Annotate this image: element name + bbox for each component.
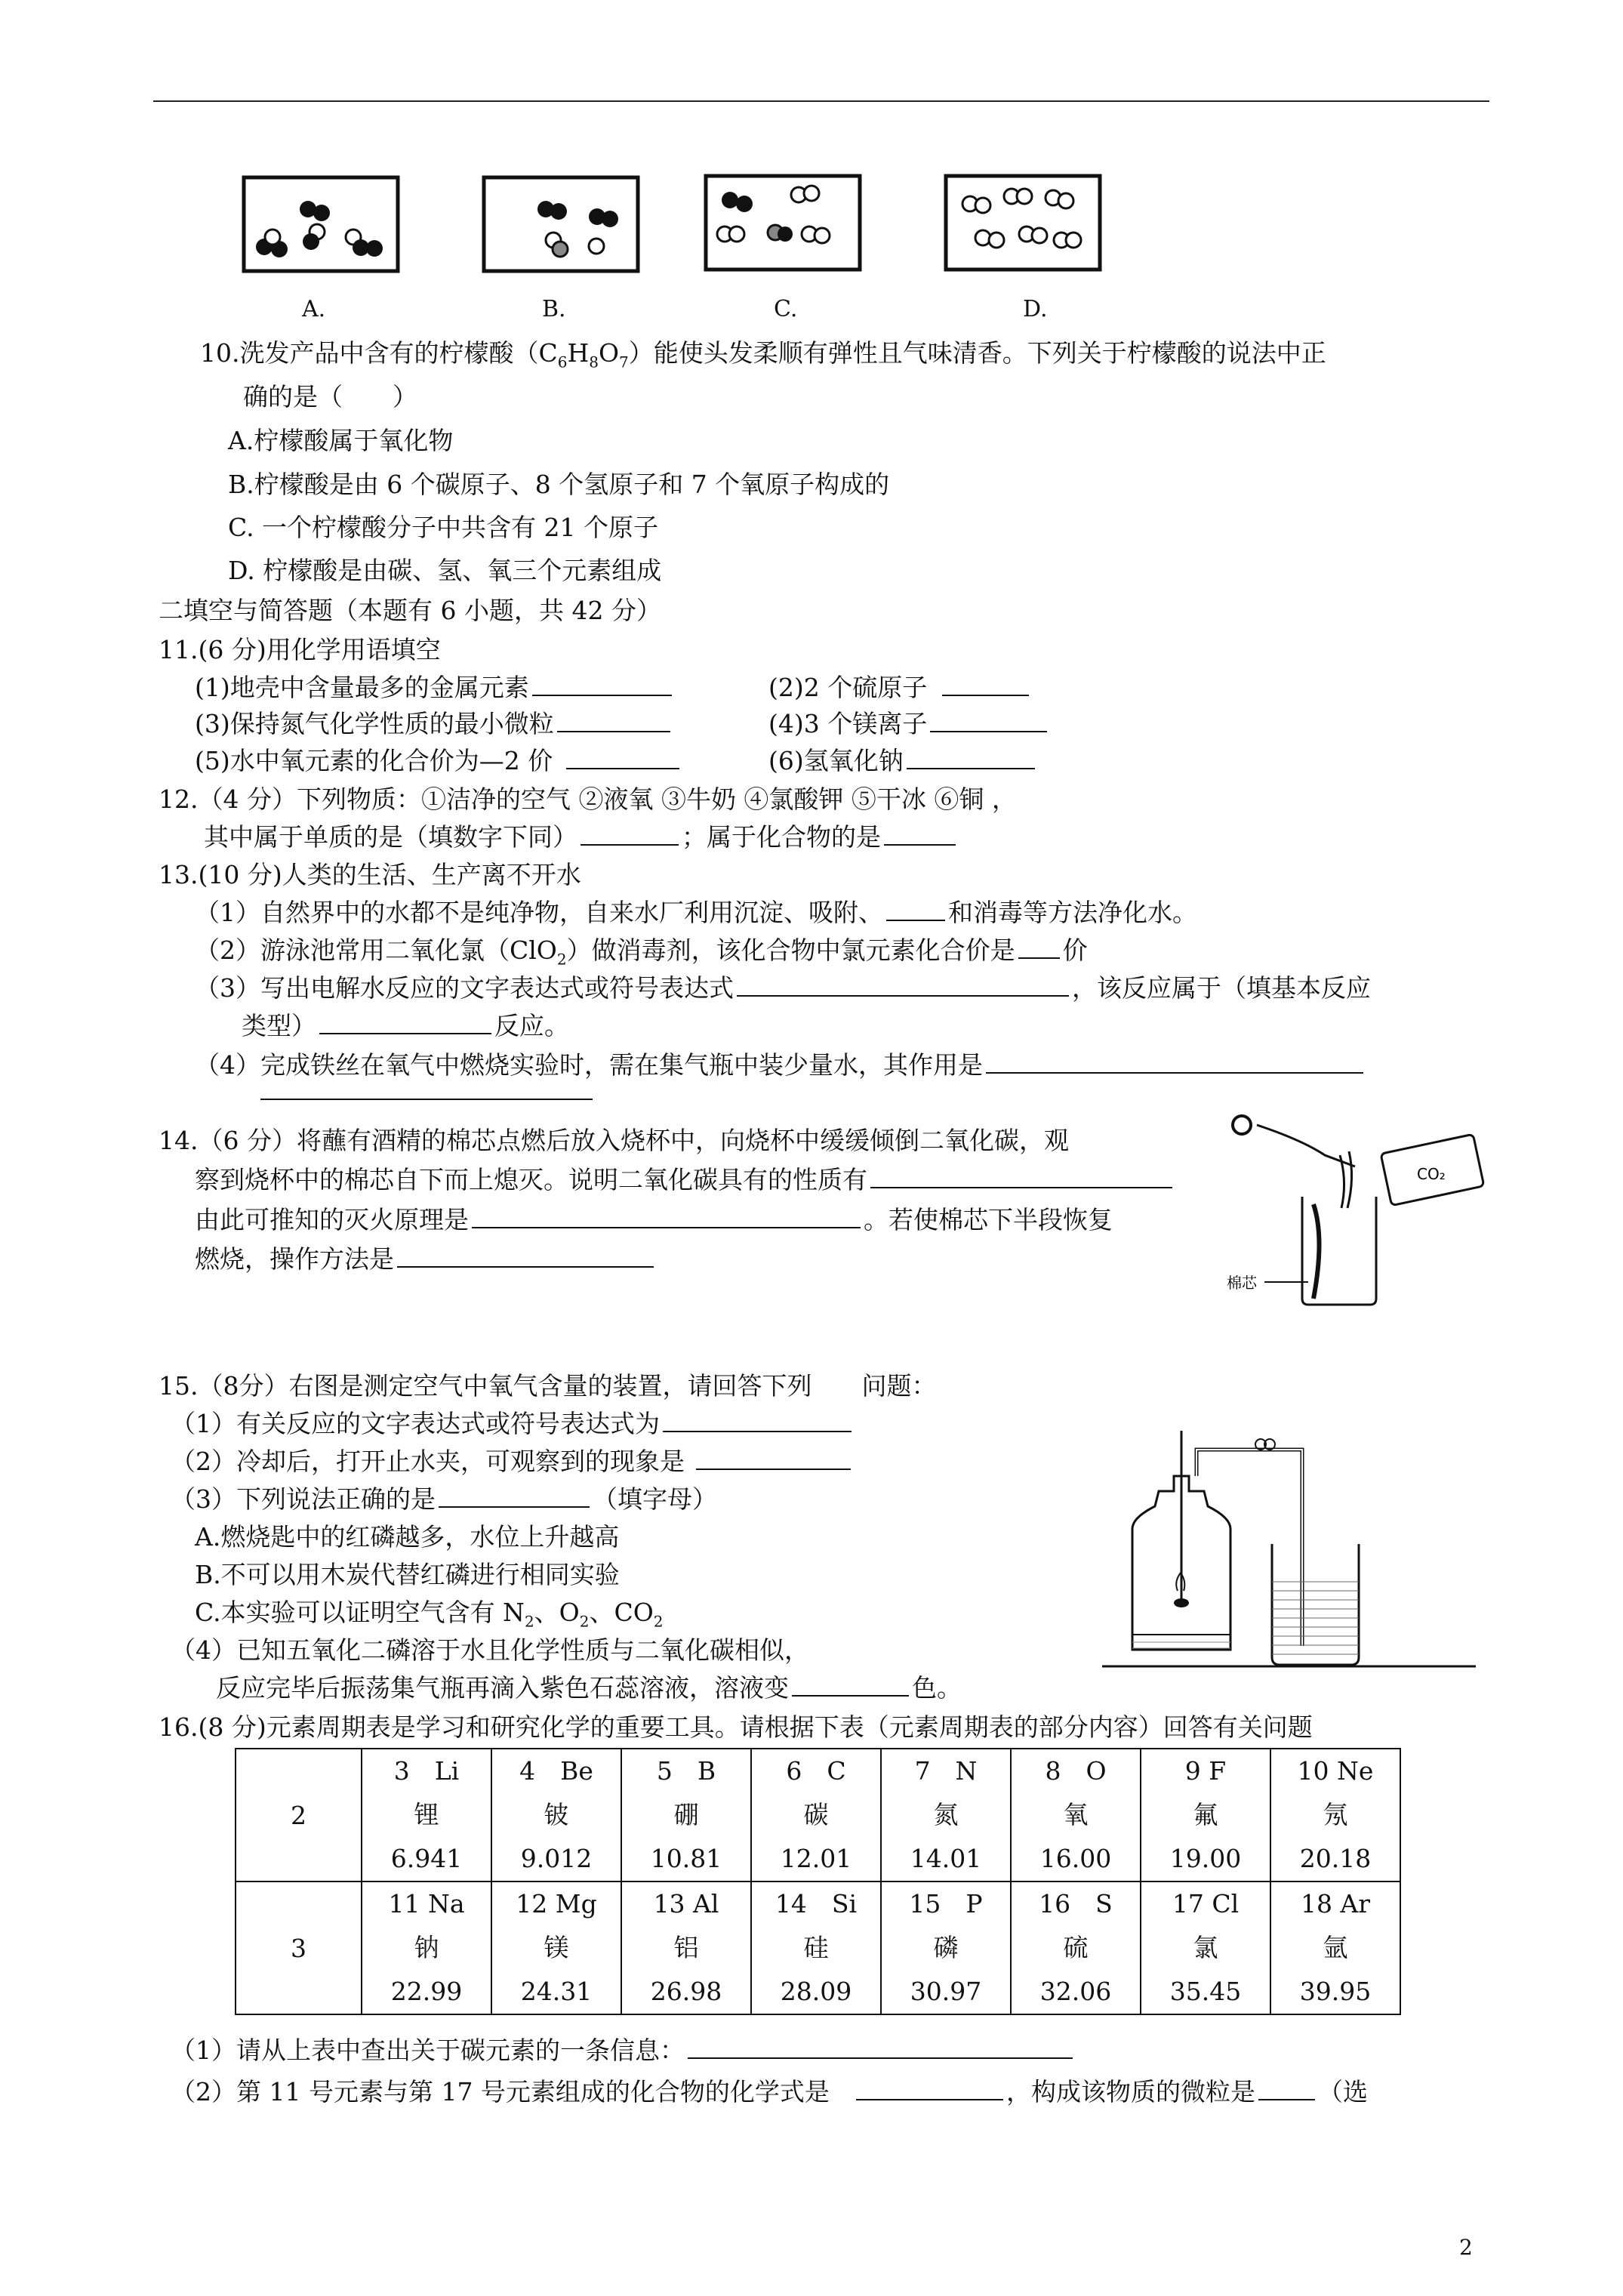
diagram-c: [704, 174, 862, 272]
q15-option-b: B.不可以用木炭代替红磷进行相同实验: [195, 1560, 620, 1589]
element-cell: 11 Na 钠 22.99: [362, 1881, 491, 2014]
option-label-d: D.: [1023, 296, 1048, 322]
wick-label: 棉芯: [1227, 1274, 1257, 1292]
q15-sub-1: （1）有关反应的文字表达式或符号表达式为: [171, 1404, 855, 1440]
element-cell: 6 C 碳 12.01: [751, 1749, 881, 1881]
period-cell: 2: [236, 1749, 362, 1881]
period-cell: 3: [236, 1881, 362, 2014]
q14-line-1: 14.（6 分）将蘸有酒精的棉芯点燃后放入烧杯中，向烧杯中缓缓倾倒二氧化碳，观: [159, 1126, 1069, 1155]
element-cell: 8 O 氧 16.00: [1011, 1749, 1141, 1881]
q15-option-c: C.本实验可以证明空气含有 $N_2$、$O_2$、$CO_2$: [195, 1598, 664, 1631]
option-label-b: B.: [542, 296, 566, 322]
q11-item-5: (5)水中氧元素的化合价为—2 价: [195, 741, 682, 777]
q12-stem: 12.（4 分）下列物质：①洁净的空气 ②液氧 ③牛奶 ④氯酸钾 ⑤干冰 ⑥铜 ，: [159, 784, 1017, 814]
diagram-d: [944, 174, 1102, 272]
element-cell: 17 Cl 氯 35.45: [1141, 1881, 1270, 2014]
element-cell: 10 Ne 氖 20.18: [1270, 1749, 1400, 1881]
q11-item-6: (6)氢氧化钠: [768, 741, 1038, 777]
q10-option-c: C. 一个柠檬酸分子中共含有 21 个原子: [228, 513, 659, 542]
element-cell: 13 Al 铝 26.98: [621, 1881, 751, 2014]
section-2-title: 二填空与简答题（本题有 6 小题，共 42 分）: [159, 596, 661, 625]
q10-stem: 10.洗发产品中含有的柠檬酸$(C_6H_8O_7)$能使头发柔顺有弹性且气味清香。下列关于柠檬酸的说法中正: [200, 338, 1326, 371]
periodic-table: [235, 1748, 1401, 2015]
q11-item-3: (3)保持氮气化学性质的最小微粒: [195, 704, 673, 740]
element-cell: 7 N 氮 14.01: [881, 1749, 1011, 1881]
q15-option-a: A.燃烧匙中的红磷越多，水位上升越高: [195, 1522, 620, 1552]
q11-item-2: (2)2 个硫原子: [768, 668, 1032, 704]
page-number: 2: [1459, 2235, 1473, 2260]
q13-answer-line: [260, 1099, 593, 1100]
q15-apparatus-figure: [1102, 1431, 1480, 1672]
element-cell: 9 F 氟 19.00: [1141, 1749, 1270, 1881]
q15-sub-3: （3）下列说法正确的是 （填字母）: [171, 1484, 717, 1514]
q13-sub-2: （2）游泳池常用二氧化氯（ClO$_2$）做消毒剂，该化合物中氯元素化合价是 价: [195, 935, 1088, 969]
element-cell: 16 S 硫 32.06: [1011, 1881, 1141, 2014]
table-row: [236, 1749, 1400, 1881]
element-cell: 3 Li 锂 6.941: [362, 1749, 491, 1881]
option-label-c: C.: [774, 296, 798, 322]
diagram-b: [482, 175, 640, 273]
diagram-a: [242, 175, 400, 273]
q15-stem: 15.（8分）右图是测定空气中氧气含量的装置，请回答下列 问题：: [159, 1371, 937, 1401]
q15-sub-2: （2）冷却后，打开止水夹，可观察到的现象是: [171, 1442, 854, 1478]
q16-sub-1: （1）请从上表中查出关于碳元素的一条信息：: [171, 2031, 1076, 2066]
q14-beaker-figure: [1219, 1110, 1514, 1314]
q14-line-3: 由此可推知的灭火原理是 。若使棉芯下半段恢复: [195, 1205, 1113, 1234]
q11-stem: 11.(6 分)用化学用语填空: [159, 635, 441, 664]
table-row: [236, 1881, 1400, 2014]
element-cell: 14 Si 硅 28.09: [751, 1881, 881, 2014]
q13-stem: 13.(10 分)人类的生活、生产离不开水: [159, 860, 581, 889]
q11-item-1: (1)地壳中含量最多的金属元素: [195, 668, 675, 704]
q16-stem: 16.(8 分)元素周期表是学习和研究化学的重要工具。请根据下表（元素周期表的部分内容）回答有关问题: [159, 1712, 1313, 1742]
element-cell: 12 Mg 镁 24.31: [491, 1881, 621, 2014]
element-cell: 5 B 硼 10.81: [621, 1749, 751, 1881]
q10-stem-2: 确的是（ ）: [243, 382, 417, 411]
q10-option-d: D. 柠檬酸是由碳、氢、氧三个元素组成: [228, 556, 662, 585]
q13-sub-3-cont: 类型） 反应。: [242, 1011, 569, 1040]
element-cell: 15 P 磷 30.97: [881, 1881, 1011, 2014]
q14-line-4: 燃烧，操作方法是: [195, 1240, 657, 1275]
q10-option-b: B.柠檬酸是由 6 个碳原子、8 个氢原子和 7 个氧原子构成的: [228, 470, 890, 499]
element-cell: 18 Ar 氩 39.95: [1270, 1881, 1400, 2014]
q16-sub-2: （2）第 11 号元素与第 17 号元素组成的化合物的化学式是 ，构成该物质的微粒是 （选: [171, 2077, 1368, 2106]
q11-item-4: (4)3 个镁离子: [768, 704, 1050, 740]
q14-line-2: 察到烧杯中的棉芯自下而上熄灭。说明二氧化碳具有的性质有: [195, 1160, 1175, 1196]
co2-label: CO₂: [1417, 1165, 1446, 1183]
q15-sub-4: （4）已知五氧化二磷溶于水且化学性质与二氧化碳相似，: [171, 1635, 809, 1665]
q13-sub-1: （1）自然界中的水都不是纯净物，自来水厂利用沉淀、吸附、 和消毒等方法净化水。: [195, 898, 1197, 927]
q12-line-2: 其中属于单质的是（填数字下同） ；属于化合物的是: [204, 818, 959, 853]
element-cell: 4 Be 铍 9.012: [491, 1749, 621, 1881]
option-label-a: A.: [302, 296, 326, 322]
q10-option-a: A.柠檬酸属于氧化物: [228, 426, 454, 455]
q13-sub-3: （3）写出电解水反应的文字表达式或符号表达式 ，该反应属于（填基本反应: [195, 973, 1371, 1003]
q13-sub-4: （4）完成铁丝在氧气中燃烧实验时，需在集气瓶中装少量水，其作用是: [195, 1046, 1366, 1081]
q15-sub-4-cont: 反应完毕后振荡集气瓶再滴入紫色石蕊溶液，溶液变 色。: [216, 1673, 962, 1703]
header-rule: [153, 100, 1489, 102]
